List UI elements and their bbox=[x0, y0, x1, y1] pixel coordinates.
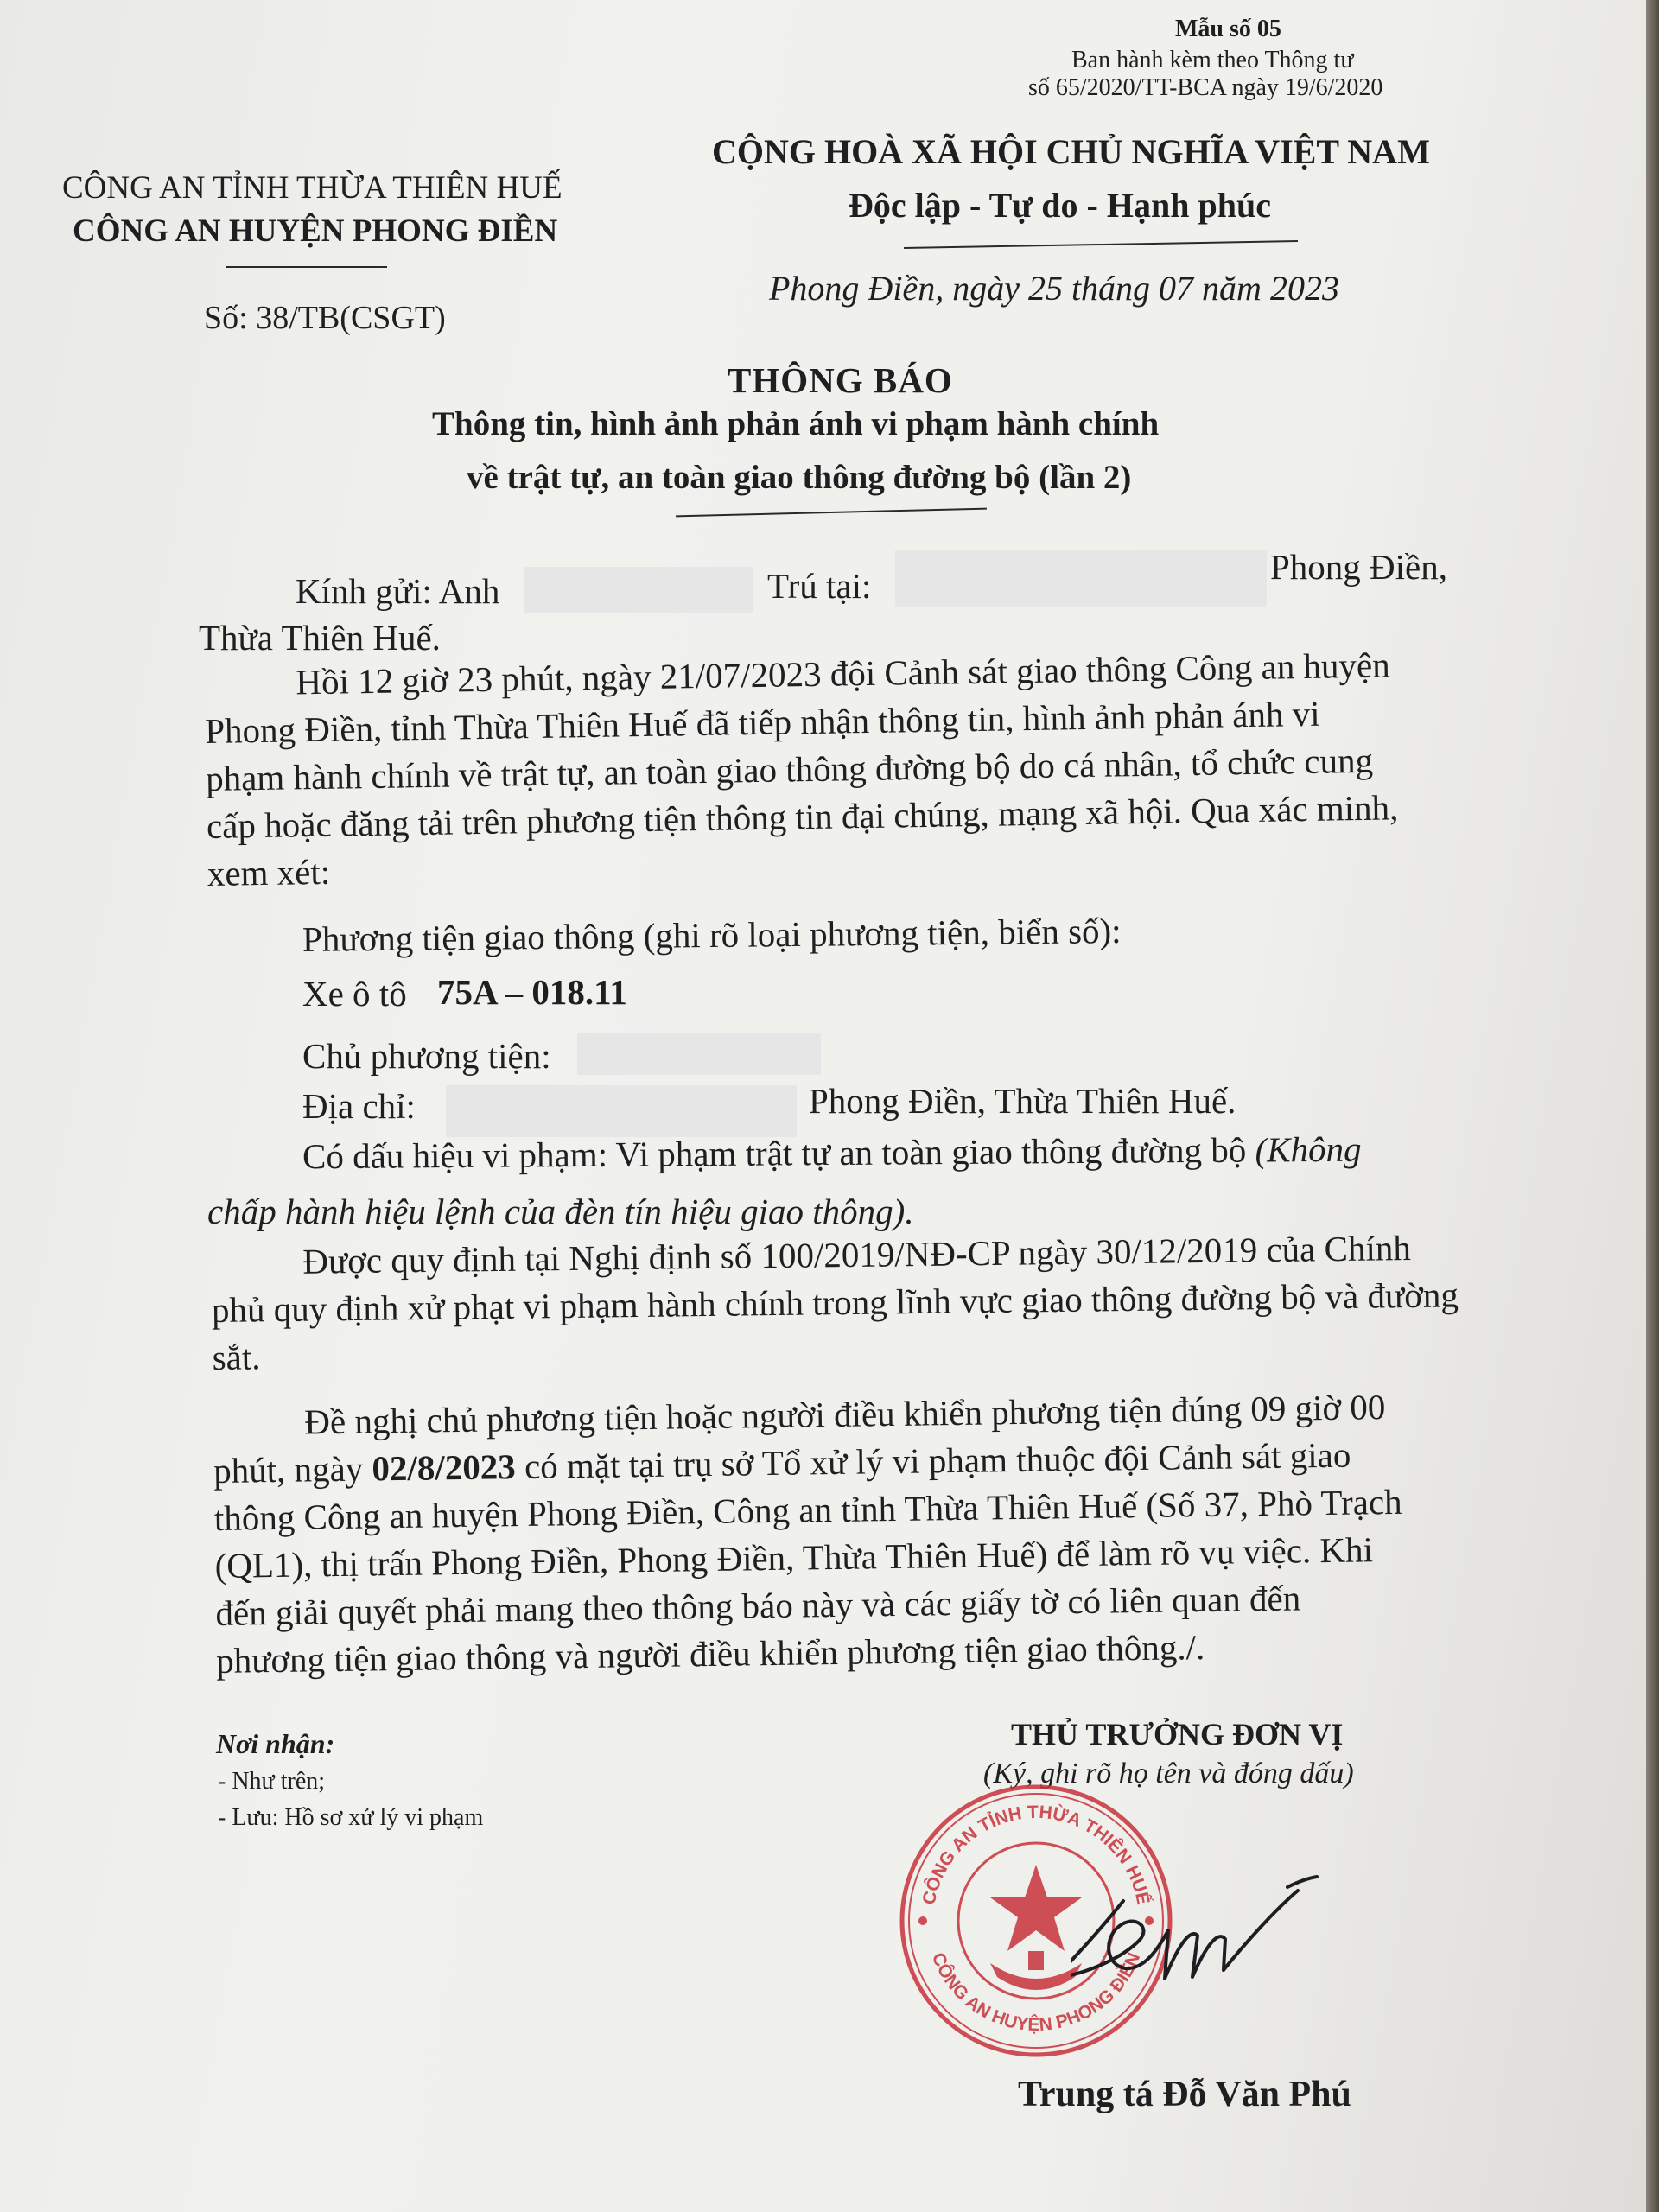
redacted-name bbox=[524, 567, 753, 613]
form-number: Mẫu số 05 bbox=[1175, 16, 1281, 42]
vehicle-label: Phương tiện giao thông (ghi rõ loại phương tiện, biển số): bbox=[302, 911, 1122, 959]
handwritten-signature bbox=[1071, 1875, 1357, 2005]
issuer-underline bbox=[226, 266, 387, 268]
address-label: Địa chỉ: bbox=[302, 1086, 416, 1126]
decree-paragraph: Được quy định tại Nghị định số 100/2019/NĐ-CP ngày 30/12/2019 của Chính phủ quy định xử phạt vi phạm hành chính trong lĩnh vực giao thông đường bộ và đường sắt. bbox=[211, 1228, 1459, 1377]
address-fragment: Phong Điền, Thừa Thiên Huế. bbox=[809, 1081, 1236, 1121]
owner-label: Chủ phương tiện: bbox=[302, 1036, 551, 1076]
recipient-item: - Lưu: Hồ sơ xử lý vi phạm bbox=[218, 1804, 484, 1831]
place-date: Phong Điền, ngày 25 tháng 07 năm 2023 bbox=[769, 269, 1339, 308]
salutation: Kính gửi: Anh bbox=[296, 571, 500, 611]
redacted-address bbox=[446, 1085, 797, 1137]
motto-underline bbox=[904, 240, 1298, 249]
intro-paragraph: Hồi 12 giờ 23 phút, ngày 21/07/2023 đội Cảnh sát giao thông Công an huyện Phong Điền, tỉnh Thừa Thiên Huế đã tiếp nhận thông tin, hình ảnh phản ánh vi phạm hành chính về trật tự, an toàn giao thông đường bộ do cá nhân, tổ chức cung cấp hoặc đăng tải trên phương tiện thông tin đại chúng, mạng xã hội. Qua xác minh, xem xét: bbox=[204, 645, 1399, 893]
country-name: CỘNG HOÀ XÃ HỘI CHỦ NGHĨA VIỆT NAM bbox=[712, 132, 1430, 171]
request-paragraph: Đề nghị chủ phương tiện hoặc người điều khiển phương tiện đúng 09 giờ 00 phút, ngày 02/8/2023 có mặt tại trụ sở Tổ xử lý vi phạm thuộc đội Cảnh sát giao thông Công an huyện Phong Điền, Công an tỉnh Thừa Thiên Huế (Số 37, Phò Trạch (QL1), thị trấn Phong Điền, Phong Điền, Thừa Thiên Huế) để làm rõ vụ việc. Khi đến giải quyết phải mang theo thông báo này và các giấy tờ có liên quan đến phương tiện giao thông và người điều khiển phương tiện giao thông./. bbox=[213, 1382, 1543, 1685]
subtitle-line-2: về trật tự, an toàn giao thông đường bộ (lần 2) bbox=[467, 459, 1132, 496]
redacted-owner bbox=[577, 1033, 821, 1075]
stamp-bottom-text: CÔNG AN HUYỆN PHONG ĐIỀN bbox=[927, 1949, 1145, 2036]
signer-name: Trung tá Đỗ Văn Phú bbox=[1018, 2075, 1351, 2114]
residence-fragment: Phong Điền, bbox=[1270, 547, 1447, 587]
violation-detail: chấp hành hiệu lệnh của đèn tín hiệu giao thông). bbox=[207, 1192, 914, 1231]
signature-note: (Ký, ghi rõ họ tên và đóng dấu) bbox=[983, 1758, 1354, 1789]
document-title: THÔNG BÁO bbox=[728, 360, 953, 400]
stamp-star-icon bbox=[990, 1865, 1082, 1951]
recipient-item: - Như trên; bbox=[218, 1768, 326, 1795]
redacted-residence bbox=[895, 550, 1267, 607]
page-edge-shadow bbox=[1646, 0, 1659, 2212]
vehicle-type: Xe ô tô bbox=[302, 974, 407, 1014]
request-date: 02/8/2023 bbox=[372, 1446, 517, 1489]
national-motto: Độc lập - Tự do - Hạnh phúc bbox=[849, 186, 1271, 225]
recipient-province: Thừa Thiên Huế. bbox=[199, 618, 441, 658]
subtitle-underline bbox=[676, 508, 987, 518]
document-number: Số: 38/TB(CSGT) bbox=[204, 300, 446, 336]
issuer-parent: CÔNG AN TỈNH THỪA THIÊN HUẾ bbox=[62, 170, 563, 206]
form-circular: số 65/2020/TT-BCA ngày 19/6/2020 bbox=[1028, 74, 1383, 101]
signer-role: THỦ TRƯỞNG ĐƠN VỊ bbox=[1011, 1717, 1344, 1751]
issuer-unit: CÔNG AN HUYỆN PHONG ĐIỀN bbox=[73, 213, 558, 249]
stamp-dot-left bbox=[918, 1916, 927, 1925]
recipients-heading: Nơi nhận: bbox=[216, 1728, 335, 1759]
request-date-line: phút, ngày 02/8/2023 có mặt tại trụ sở Tổ xử lý vi phạm thuộc đội Cảnh sát giao bbox=[213, 1434, 1351, 1491]
subtitle-line-1: Thông tin, hình ảnh phản ánh vi phạm hành chính bbox=[432, 405, 1160, 442]
stamp-emblem-gear bbox=[1028, 1951, 1044, 1970]
residence-label: Trú tại: bbox=[767, 566, 872, 606]
license-plate: 75A – 018.11 bbox=[437, 972, 627, 1012]
form-issued-with: Ban hành kèm theo Thông tư bbox=[1071, 47, 1354, 73]
stamp-top-text: CÔNG AN TỈNH THỪA THIÊN HUẾ bbox=[918, 1802, 1154, 1907]
violation-line: Có dấu hiệu vi phạm: Vi phạm trật tự an toàn giao thông đường bộ (Không bbox=[302, 1128, 1362, 1177]
